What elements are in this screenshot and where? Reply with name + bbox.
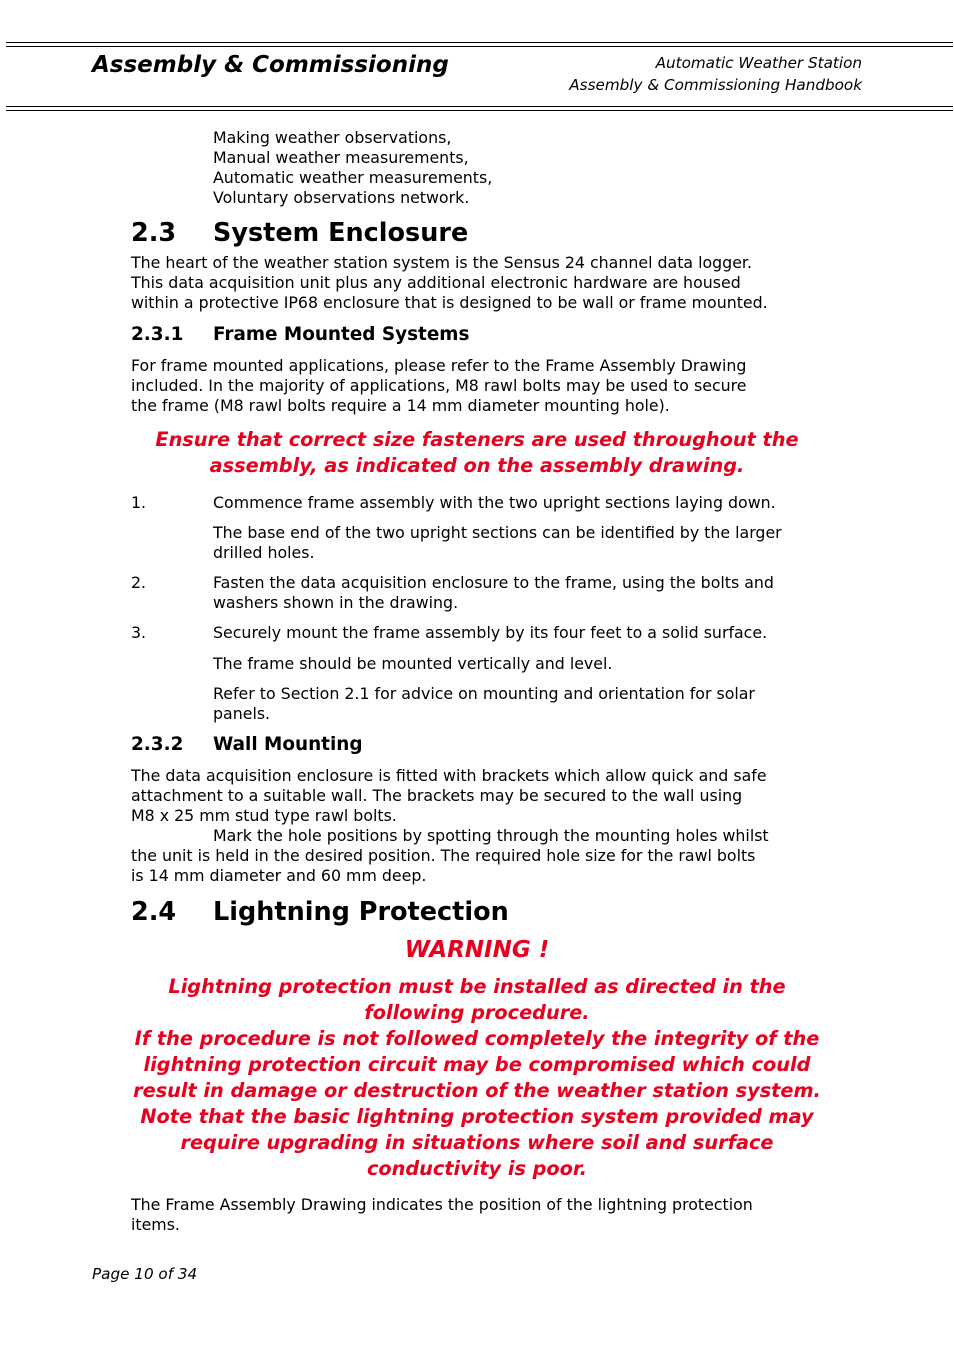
paragraph-frame-mounted: [131, 356, 747, 416]
header-title: Assembly & Commissioning: [92, 52, 449, 78]
step-number: 1.: [131, 493, 147, 512]
section-number: 2.3: [131, 218, 177, 248]
note-line: drilled holes.: [213, 543, 315, 562]
step-note: The frame should be mounted vertically and level.: [213, 654, 613, 673]
section-title: Lightning Protection: [213, 897, 509, 927]
header-rule-bottom-2: [6, 110, 953, 111]
paragraph-line: For frame mounted applications, please refer to the Frame Assembly Drawing: [131, 356, 747, 375]
note-line: The base end of the two upright sections can be identified by the larger: [213, 523, 782, 542]
warning-line: following procedure.: [364, 1001, 590, 1024]
paragraph-line: M8 x 25 mm stud type rawl bolts.: [131, 806, 397, 825]
paragraph-line: The data acquisition enclosure is fitted with brackets which allow quick and safe: [131, 766, 767, 785]
fastener-warning: [112, 427, 842, 479]
list-item: Automatic weather measurements,: [213, 168, 493, 187]
header-doc-title: Automatic Weather Station: [655, 54, 862, 72]
paragraph-line: attachment to a suitable wall. The brackets may be secured to the wall using: [131, 786, 743, 805]
section-number: 2.3.1: [131, 324, 184, 345]
step-line: washers shown in the drawing.: [213, 593, 459, 612]
list-item: Voluntary observations network.: [213, 188, 470, 207]
section-title: Frame Mounted Systems: [213, 324, 470, 345]
section-title: System Enclosure: [213, 218, 469, 248]
header-rule-top-1: [6, 42, 953, 43]
paragraph-system-enclosure: [131, 253, 768, 313]
paragraph-lightning: [131, 1195, 753, 1235]
note-line: Refer to Section 2.1 for advice on mounting and orientation for solar: [213, 684, 755, 703]
warning-title: WARNING !: [404, 937, 550, 963]
section-heading-2-3-1: [131, 324, 469, 346]
paragraph-wall-mounting: [131, 766, 769, 886]
section-title: Wall Mounting: [213, 734, 363, 755]
list-item: Manual weather measurements,: [213, 148, 469, 167]
section-number: 2.3.2: [131, 734, 184, 755]
warning-line: Note that the basic lightning protection system provided may: [140, 1105, 814, 1128]
warning-line: require upgrading in situations where soil and surface: [180, 1131, 774, 1154]
warning-line: assembly, as indicated on the assembly drawing.: [209, 454, 745, 477]
header-rule-bottom-1: [6, 106, 953, 107]
paragraph-line: items.: [131, 1215, 180, 1234]
paragraph-line: is 14 mm diameter and 60 mm deep.: [131, 866, 427, 885]
step-text: Commence frame assembly with the two upright sections laying down.: [213, 493, 776, 512]
paragraph-line: within a protective IP68 enclosure that is designed to be wall or frame mounted.: [131, 293, 768, 312]
warning-line: Ensure that correct size fasteners are used throughout the: [155, 428, 799, 451]
header-rule-top-2: [6, 46, 953, 47]
header-doc-subtitle: Assembly & Commissioning Handbook: [569, 76, 862, 94]
paragraph-line: the frame (M8 rawl bolts require a 14 mm diameter mounting hole).: [131, 396, 670, 415]
list-item: Making weather observations,: [213, 128, 452, 147]
warning-line: result in damage or destruction of the weather station system.: [133, 1079, 821, 1102]
section-heading-2-3-2: [131, 734, 363, 756]
paragraph-line: the unit is held in the desired position. The required hole size for the rawl bolts: [131, 846, 756, 865]
section-heading-2-4: [131, 897, 509, 927]
step-text: [213, 573, 774, 613]
intro-list: [213, 128, 492, 208]
paragraph-line: included. In the majority of applications, M8 rawl bolts may be used to secure: [131, 376, 747, 395]
paragraph-line: Mark the hole positions by spotting through the mounting holes whilst: [213, 826, 769, 845]
step-number: 3.: [131, 623, 147, 642]
step-note: [213, 523, 782, 563]
step-number: 2.: [131, 573, 147, 592]
note-line: panels.: [213, 704, 271, 723]
header-doc-info: [569, 52, 862, 96]
paragraph-line: This data acquisition unit plus any additional electronic hardware are housed: [131, 273, 741, 292]
warning-line: lightning protection circuit may be compromised which could: [143, 1053, 811, 1076]
step-line: Fasten the data acquisition enclosure to the frame, using the bolts and: [213, 573, 774, 592]
warning-line: If the procedure is not followed completely the integrity of the: [134, 1027, 820, 1050]
lightning-warning: [112, 974, 842, 1182]
warning-line: conductivity is poor.: [366, 1157, 588, 1180]
warning-line: Lightning protection must be installed as directed in the: [168, 975, 786, 998]
paragraph-line: The Frame Assembly Drawing indicates the position of the lightning protection: [131, 1195, 753, 1214]
section-heading-2-3: [131, 218, 468, 248]
page-number: Page 10 of 34: [92, 1265, 198, 1283]
step-text: Securely mount the frame assembly by its four feet to a solid surface.: [213, 623, 768, 642]
step-note: [213, 684, 755, 724]
paragraph-line: The heart of the weather station system is the Sensus 24 channel data logger.: [131, 253, 752, 272]
section-number: 2.4: [131, 897, 177, 927]
